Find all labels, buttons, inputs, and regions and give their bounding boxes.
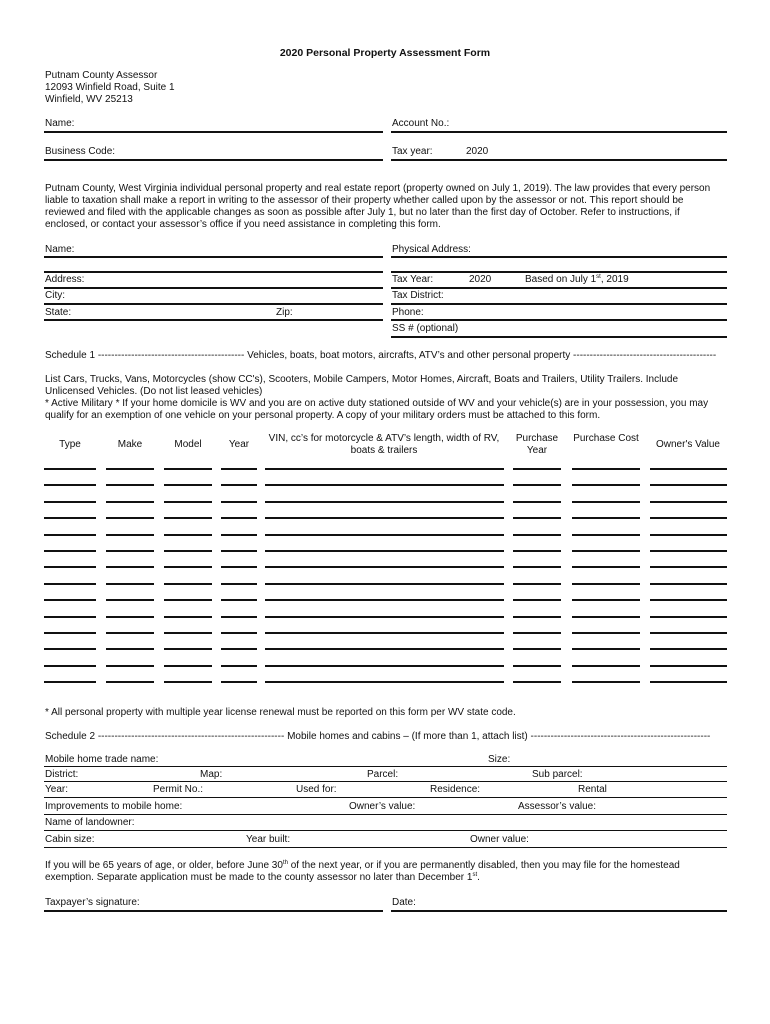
vehicle-row-field[interactable] [265, 681, 504, 683]
vehicle-row-field[interactable] [44, 599, 96, 601]
date-label: Date: [392, 897, 416, 908]
col-header-model: Model [174, 439, 202, 450]
vehicle-row-field[interactable] [164, 534, 212, 536]
renewal-note: * All personal property with multiple year license renewal must be reported on this form per WV state code. [45, 707, 516, 718]
vehicle-row-field[interactable] [265, 632, 504, 634]
vehicle-row-field[interactable] [221, 681, 257, 683]
vehicle-row-field[interactable] [106, 648, 154, 650]
schedule1-heading: Schedule 1 -------------------------------------------- Vehicles, boats, boat motors, aircrafts, ATV’s and other personal property ------------------------------------------- [45, 350, 717, 361]
vehicle-row-field[interactable] [265, 534, 504, 536]
vehicle-row-field[interactable] [44, 468, 96, 470]
owners-value-label: Owner’s value: [349, 801, 416, 812]
landowner-label: Name of landowner: [45, 817, 135, 828]
vehicle-row-field[interactable] [650, 583, 727, 585]
military-note: * Active Military * If your home domicile is WV and you are on active duty stationed outside of WV and your vehicle(s) are in your possession, you may qualify for an exemption of one vehicle on your personal property. A copy of your military orders must be attached to this form. [45, 398, 709, 421]
vehicle-row-field[interactable] [221, 501, 257, 503]
vehicle-row-field[interactable] [221, 517, 257, 519]
signature-line[interactable] [44, 910, 383, 912]
ss-line[interactable] [391, 336, 727, 338]
vehicle-row-field[interactable] [513, 599, 561, 601]
used-for-label: Used for: [296, 784, 337, 795]
sub-parcel-label: Sub parcel: [532, 769, 583, 780]
account-line[interactable] [391, 131, 727, 133]
vehicle-row-field[interactable] [106, 484, 154, 486]
vehicle-row-field[interactable] [650, 665, 727, 667]
parcel-label: Parcel: [367, 769, 399, 780]
vehicle-row-field[interactable] [650, 566, 727, 568]
vehicle-row-field[interactable] [513, 550, 561, 552]
vehicle-row-field[interactable] [265, 484, 504, 486]
vehicle-row-field[interactable] [221, 583, 257, 585]
improvements-label: Improvements to mobile home: [45, 801, 183, 812]
vehicle-row-field[interactable] [265, 583, 504, 585]
mobile-home-trade-name-label: Mobile home trade name: [45, 754, 159, 765]
col-header-make: Make [117, 439, 143, 450]
rental-label: Rental [578, 784, 607, 795]
vehicle-row-field[interactable] [221, 616, 257, 618]
vehicle-row-field[interactable] [513, 583, 561, 585]
vehicle-row-field[interactable] [164, 517, 212, 519]
vehicle-row-field[interactable] [44, 501, 96, 503]
vehicle-row-field[interactable] [650, 517, 727, 519]
vehicle-row-field[interactable] [572, 534, 640, 536]
vehicle-row-field[interactable] [513, 484, 561, 486]
vehicle-row-field[interactable] [44, 566, 96, 568]
residence-label: Residence: [430, 784, 481, 795]
business-code-label: Business Code: [45, 146, 116, 157]
vehicle-row-field[interactable] [106, 566, 154, 568]
vehicle-row-field[interactable] [164, 616, 212, 618]
assessors-value-label: Assessor’s value: [518, 801, 596, 812]
phone-label: Phone: [392, 307, 424, 318]
col-header-vin: VIN, cc’s for motorcycle & ATV’s length, width of RV, boats & trailers [268, 433, 500, 456]
vehicle-row-field[interactable] [572, 648, 640, 650]
intro-paragraph: Putnam County, West Virginia individual personal property and real estate report (property owned on July 1, 2019). The law provides that every person liable to taxation shall make a report in writing to the assessor of their property whether called upon by the assessor or not. This report should be reviewed and filed with the applicable changes as soon as possible after July 1, but no later than the first day of October. Refer to instructions, if enclosed, or contact your assessor’s office if you need assistance in completing this form. [45, 183, 711, 230]
owner-name-line-2[interactable] [44, 271, 383, 273]
owner-name-line[interactable] [44, 256, 383, 258]
permit-no-label: Permit No.: [153, 784, 204, 795]
improvements-line[interactable] [44, 814, 727, 815]
vehicle-row-field[interactable] [44, 681, 96, 683]
zip-label: Zip: [276, 307, 293, 318]
vehicle-row-field[interactable] [106, 665, 154, 667]
col-header-purchase-year: Purchase Year [515, 433, 559, 456]
vehicle-row-field[interactable] [164, 681, 212, 683]
vehicle-row-field[interactable] [265, 550, 504, 552]
vehicle-row-field[interactable] [650, 599, 727, 601]
owner-value-label: Owner value: [470, 834, 529, 845]
vehicle-row-field[interactable] [513, 501, 561, 503]
office-name: Putnam County Assessor [45, 70, 158, 81]
owner-tax-year-label: Tax Year: [392, 274, 434, 285]
vehicle-row-field[interactable] [265, 517, 504, 519]
vehicle-row-field[interactable] [265, 501, 504, 503]
tax-district-line[interactable] [391, 303, 727, 305]
vehicle-row-field[interactable] [164, 632, 212, 634]
vehicle-row-field[interactable] [221, 648, 257, 650]
form-title: 2020 Personal Property Assessment Form [279, 47, 491, 59]
vehicle-row-field[interactable] [44, 648, 96, 650]
vehicle-row-field[interactable] [164, 599, 212, 601]
office-city: Winfield, WV 25213 [45, 94, 133, 105]
address-label: Address: [45, 274, 85, 285]
address-line[interactable] [44, 287, 383, 289]
landowner-line[interactable] [44, 830, 727, 831]
schedule1-instructions: List Cars, Trucks, Vans, Motorcycles (show CC's), Scooters, Mobile Campers, Motor Homes, Aircraft, Boats and Trailers, Utility Trailers. Include Unlicensed Vehicles. (Do not list leased vehicles) [45, 374, 679, 397]
name-line[interactable] [44, 131, 383, 133]
vehicle-row-field[interactable] [572, 681, 640, 683]
vehicle-row-field[interactable] [650, 632, 727, 634]
vehicle-row-field[interactable] [106, 583, 154, 585]
based-on-text: Based on July 1st, 2019 [525, 274, 629, 285]
ss-label: SS # (optional) [392, 323, 459, 334]
vehicle-row-field[interactable] [44, 517, 96, 519]
vehicle-row-field[interactable] [572, 517, 640, 519]
trade-name-line[interactable] [44, 766, 727, 767]
vehicle-row-field[interactable] [572, 484, 640, 486]
vehicle-row-field[interactable] [44, 583, 96, 585]
physical-address-line-2[interactable] [391, 271, 727, 273]
vehicle-row-field[interactable] [265, 648, 504, 650]
vehicle-row-field[interactable] [164, 566, 212, 568]
state-zip-line[interactable] [44, 319, 383, 321]
vehicle-row-field[interactable] [265, 599, 504, 601]
vehicle-row-field[interactable] [164, 550, 212, 552]
vehicle-row-field[interactable] [265, 616, 504, 618]
office-address: 12093 Winfield Road, Suite 1 [45, 82, 175, 93]
vehicle-row-field[interactable] [650, 681, 727, 683]
tax-district-label: Tax District: [392, 290, 444, 301]
city-line[interactable] [44, 303, 383, 305]
vehicle-row-field[interactable] [164, 665, 212, 667]
vehicle-row-field[interactable] [513, 616, 561, 618]
vehicle-row-field[interactable] [44, 665, 96, 667]
col-header-owners-value: Owner's Value [656, 439, 720, 450]
col-header-type: Type [59, 439, 81, 450]
vehicle-row-field[interactable] [106, 550, 154, 552]
vehicle-row-field[interactable] [265, 566, 504, 568]
vehicle-row-field[interactable] [164, 484, 212, 486]
account-label: Account No.: [392, 118, 450, 129]
year-built-label: Year built: [246, 834, 291, 845]
vehicle-row-field[interactable] [221, 599, 257, 601]
state-label: State: [45, 307, 72, 318]
vehicle-row-field[interactable] [650, 534, 727, 536]
vehicle-row-field[interactable] [572, 599, 640, 601]
vehicle-row-field[interactable] [650, 484, 727, 486]
vehicle-row-field[interactable] [221, 632, 257, 634]
vehicle-row-field[interactable] [572, 583, 640, 585]
name-label: Name: [45, 118, 75, 129]
vehicle-row-field[interactable] [106, 632, 154, 634]
vehicle-row-field[interactable] [221, 484, 257, 486]
cabin-size-label: Cabin size: [45, 834, 95, 845]
vehicle-row-field[interactable] [44, 550, 96, 552]
vehicle-row-field[interactable] [650, 501, 727, 503]
cabin-line[interactable] [44, 847, 727, 848]
schedule2-heading: Schedule 2 -------------------------------------------------------- Mobile homes and cabins – (If more than 1, attach list) ------------------------------------------------------ [45, 731, 711, 742]
physical-address-label: Physical Address: [392, 244, 471, 255]
vehicle-row-field[interactable] [572, 616, 640, 618]
homestead-note: If you will be 65 years of age, or older, before June 30th of the next year, or if you are permanently disabled, then you may file for the homestead exemption. Separate application must be made to the county assessor no later than December 1st. [45, 860, 680, 883]
vehicle-row-field[interactable] [106, 468, 154, 470]
district-label: District: [45, 769, 79, 780]
vehicle-row-field[interactable] [106, 501, 154, 503]
vehicle-row-field[interactable] [513, 632, 561, 634]
vehicle-row-field[interactable] [513, 665, 561, 667]
vehicle-row-field[interactable] [44, 484, 96, 486]
physical-address-line[interactable] [391, 256, 727, 258]
vehicle-row-field[interactable] [513, 534, 561, 536]
vehicle-row-field[interactable] [572, 501, 640, 503]
vehicle-row-field[interactable] [513, 468, 561, 470]
year-line[interactable] [44, 797, 727, 798]
owner-name-label: Name: [45, 244, 75, 255]
tax-year-line[interactable] [391, 159, 727, 161]
vehicle-row-field[interactable] [164, 501, 212, 503]
vehicle-row-field[interactable] [164, 583, 212, 585]
vehicle-row-field[interactable] [221, 566, 257, 568]
vehicle-row-field[interactable] [650, 468, 727, 470]
owner-tax-year-value: 2020 [469, 274, 492, 285]
year-label: Year: [45, 784, 68, 795]
vehicle-row-field[interactable] [572, 566, 640, 568]
vehicle-row-field[interactable] [513, 566, 561, 568]
size-label: Size: [488, 754, 511, 765]
vehicle-row-field[interactable] [513, 517, 561, 519]
date-line[interactable] [391, 910, 727, 912]
vehicle-row-field[interactable] [106, 517, 154, 519]
vehicle-row-field[interactable] [106, 616, 154, 618]
district-line[interactable] [44, 781, 727, 782]
vehicle-row-field[interactable] [106, 681, 154, 683]
vehicle-row-field[interactable] [221, 550, 257, 552]
owner-tax-year-line[interactable] [391, 287, 727, 289]
vehicle-row-field[interactable] [572, 550, 640, 552]
vehicle-row-field[interactable] [221, 665, 257, 667]
vehicle-row-field[interactable] [44, 632, 96, 634]
vehicle-row-field[interactable] [572, 665, 640, 667]
tax-year-label: Tax year: [392, 146, 433, 157]
vehicle-row-field[interactable] [164, 648, 212, 650]
city-label: City: [45, 290, 65, 301]
vehicle-row-field[interactable] [221, 534, 257, 536]
vehicle-row-field[interactable] [164, 468, 212, 470]
vehicle-row-field[interactable] [513, 648, 561, 650]
vehicle-row-field[interactable] [106, 534, 154, 536]
vehicle-row-field[interactable] [572, 632, 640, 634]
col-header-purchase-cost: Purchase Cost [573, 433, 639, 444]
vehicle-row-field[interactable] [265, 665, 504, 667]
map-label: Map: [200, 769, 223, 780]
vehicle-row-field[interactable] [44, 534, 96, 536]
col-header-year: Year [228, 439, 250, 450]
vehicle-row-field[interactable] [265, 468, 504, 470]
taxpayer-signature-label: Taxpayer’s signature: [45, 897, 140, 908]
vehicle-row-field[interactable] [650, 648, 727, 650]
vehicle-row-field[interactable] [106, 599, 154, 601]
phone-line[interactable] [391, 319, 727, 321]
tax-year-value: 2020 [466, 146, 489, 157]
vehicle-row-field[interactable] [221, 468, 257, 470]
vehicle-row-field[interactable] [650, 550, 727, 552]
vehicle-row-field[interactable] [513, 681, 561, 683]
vehicle-row-field[interactable] [572, 468, 640, 470]
vehicle-row-field[interactable] [650, 616, 727, 618]
vehicle-row-field[interactable] [44, 616, 96, 618]
business-code-line[interactable] [44, 159, 383, 161]
